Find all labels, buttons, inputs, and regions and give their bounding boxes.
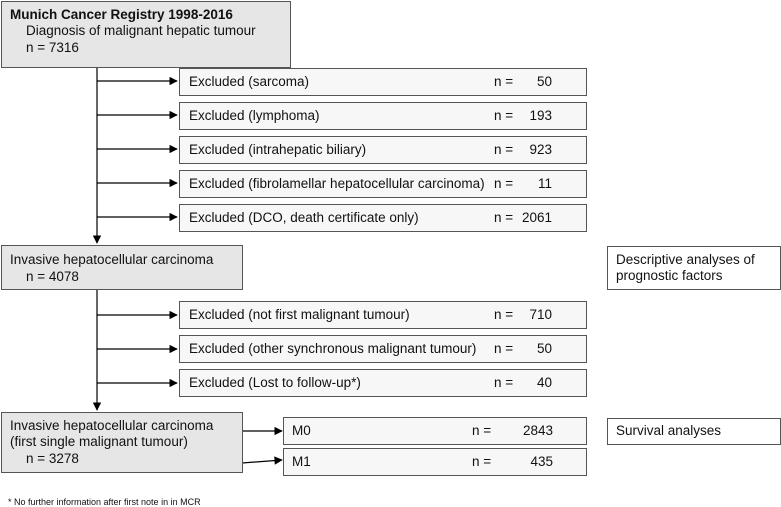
exclusion-label: Excluded (intrahepatic biliary) <box>189 142 367 157</box>
descriptive-line2: prognostic factors <box>616 268 723 283</box>
exclusion-n-label: n = <box>494 307 514 322</box>
hcc-count: n = 4078 <box>26 269 79 284</box>
exclusion-box-lost <box>179 369 587 397</box>
exclusion-label: Excluded (fibrolamellar hepatocellular carcinoma) <box>189 176 485 191</box>
exclusion-n-label: n = <box>494 341 514 356</box>
registry-title: Munich Cancer Registry 1998-2016 <box>10 7 233 22</box>
m1-label: M1 <box>292 454 311 469</box>
survival-analyses-box <box>607 418 781 445</box>
exclusion-n-value: 923 <box>529 142 552 157</box>
exclusion-box-biliary <box>179 136 587 164</box>
footnote: * No further information after first note in in MCR <box>8 497 201 507</box>
exclusion-box-fibrolamellar <box>179 170 587 198</box>
m1-n-value: 435 <box>530 454 553 469</box>
exclusion-label: Excluded (DCO, death certificate only) <box>189 210 419 225</box>
m1-n-label: n = <box>472 454 492 469</box>
final-hcc-count: n = 3278 <box>26 451 79 466</box>
exclusion-n-value: 50 <box>536 74 552 89</box>
arrow-to-m1 <box>242 460 282 463</box>
m0-n-label: n = <box>472 423 492 438</box>
exclusion-box-sarcoma <box>179 68 587 96</box>
exclusion-n-value: 50 <box>536 341 552 356</box>
exclusion-n-value: 40 <box>536 375 552 390</box>
m0-label: M0 <box>292 423 311 438</box>
exclusion-n-label: n = <box>494 210 514 225</box>
hcc-box <box>1 245 243 290</box>
exclusion-n-value: 2061 <box>521 210 552 225</box>
descriptive-line1: Descriptive analyses of <box>616 252 755 267</box>
exclusion-box-not-first <box>179 301 587 329</box>
exclusion-n-value: 710 <box>529 307 552 322</box>
exclusion-label: Excluded (other synchronous malignant tumour) <box>189 341 477 356</box>
exclusion-n-label: n = <box>494 375 514 390</box>
exclusion-n-label: n = <box>494 74 514 89</box>
exclusion-n-value: 11 <box>537 176 552 191</box>
m1-box <box>283 448 587 476</box>
final-hcc-title: Invasive hepatocellular carcinoma <box>10 418 214 433</box>
exclusion-label: Excluded (not first malignant tumour) <box>189 307 410 322</box>
exclusion-n-label: n = <box>494 176 514 191</box>
final-hcc-box <box>1 412 243 473</box>
descriptive-analyses-box <box>607 246 781 290</box>
survival-label: Survival analyses <box>616 423 722 438</box>
exclusion-label: Excluded (lymphoma) <box>189 108 320 123</box>
registry-diagnosis: Diagnosis of malignant hepatic tumour <box>26 23 256 38</box>
exclusion-box-dco <box>179 204 587 232</box>
final-hcc-subtitle: (first single malignant tumour) <box>10 434 188 449</box>
exclusion-n-label: n = <box>494 108 514 123</box>
registry-count: n = 7316 <box>26 40 79 55</box>
exclusion-n-label: n = <box>494 142 514 157</box>
exclusion-label: Excluded (Lost to follow-up*) <box>189 375 361 390</box>
m0-box <box>283 417 587 445</box>
exclusion-box-synchronous <box>179 335 587 363</box>
m0-n-value: 2843 <box>522 423 553 438</box>
exclusion-box-lymphoma <box>179 102 587 130</box>
hcc-title: Invasive hepatocellular carcinoma <box>10 252 214 267</box>
exclusion-label: Excluded (sarcoma) <box>189 74 310 89</box>
registry-box <box>1 1 291 68</box>
exclusion-n-value: 193 <box>529 108 552 123</box>
